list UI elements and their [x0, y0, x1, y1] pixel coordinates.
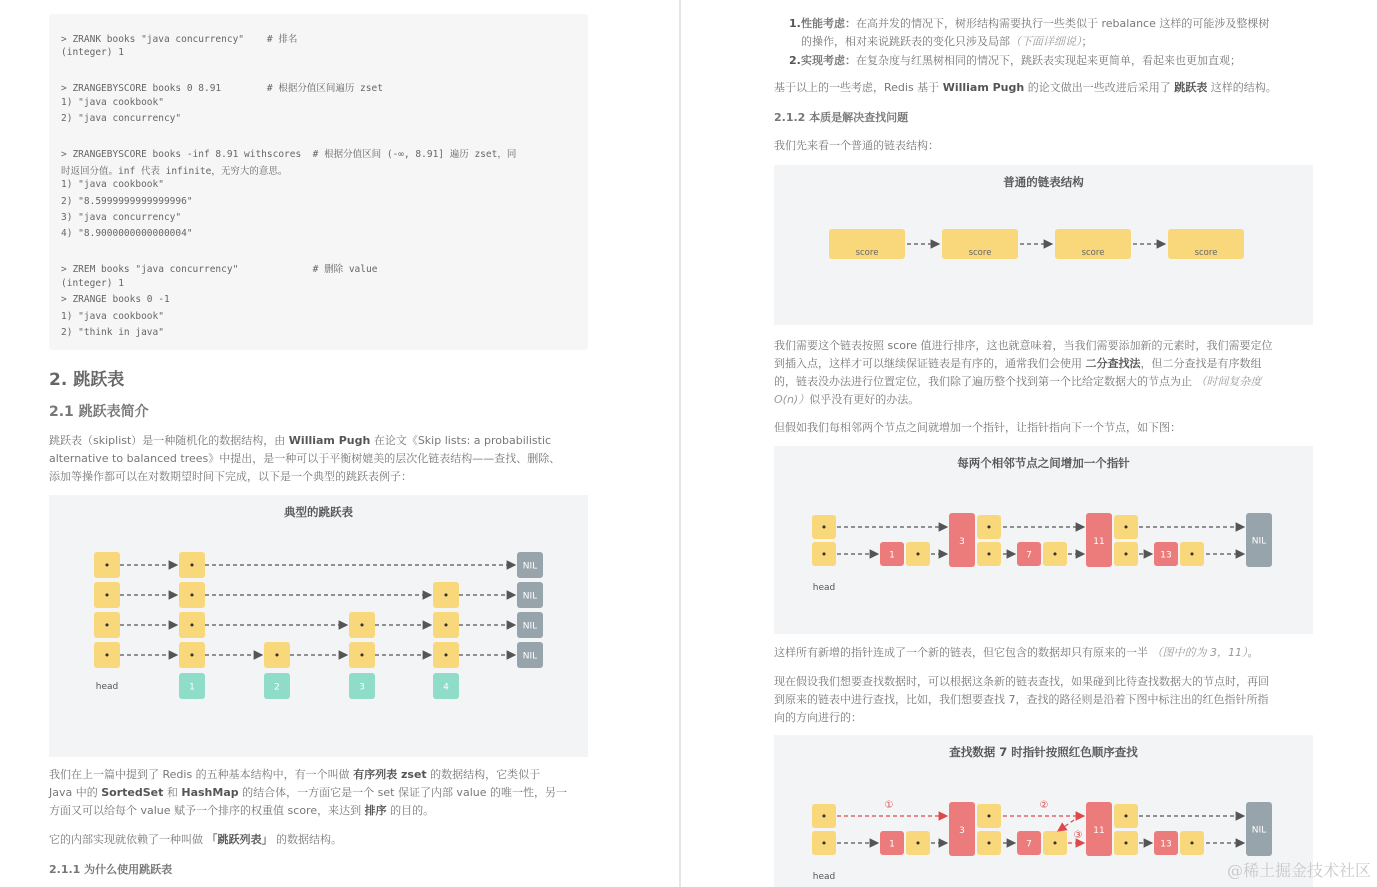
pointer-dot: •	[820, 837, 828, 850]
key-label: 3	[959, 826, 965, 836]
key-node-label: 3	[359, 682, 365, 693]
code-line: 时返回分值。inf 代表 infinite，无穷大的意思。	[61, 165, 288, 177]
impl-paragraph: 它的内部实现就依赖了一种叫做 「跳跃列表」 的数据结构。	[49, 833, 342, 846]
pointer-dot: •	[188, 619, 196, 632]
half-paragraph: 这样所有新增的指针连成了一个新的链表，但它包含的数据却只有原来的一半 （图中的为 3，11）。	[774, 646, 1259, 659]
nil-node-label: NIL	[1251, 825, 1267, 836]
subsection-heading: 2.1 跳跃表简介	[49, 404, 149, 420]
intro-paragraph: 跳跃表（skiplist）是一种随机化的数据结构，由 William Pugh 在论文《Skip lists: a probabilistic alternative to balanced trees》中提出，是一种可以于平衡树媲美的层次化链表结构——查找、删除、 添加等操作都可以在对数期望时间下完成，以下是一个典型的跳跃表例子：	[49, 434, 561, 483]
pointer-dot: •	[358, 619, 366, 632]
pointer-dot: •	[103, 619, 111, 632]
pointer-dot: •	[820, 810, 828, 823]
pointer-dot: •	[188, 559, 196, 572]
pointer-dot: •	[273, 649, 281, 662]
pointer-dot: •	[188, 649, 196, 662]
head-label: head	[812, 872, 836, 882]
nil-node-label: NIL	[522, 651, 538, 662]
node-score: score	[968, 248, 992, 258]
key-node-label: 13	[1160, 839, 1172, 850]
zset-paragraph: 我们在上一篇中提到了 Redis 的五种基本结构中，有一个叫做 有序列表 zset 的数据结构，它类似于 Java 中的 SortedSet 和 HashMap 的结合体，一方面它是一个 set 保证了内部 value 的唯一性，另一 方面又可以给每个 value 赋予一个排序的权重值 score，来达到 排序 的目的。	[49, 768, 567, 817]
nil-node-label: NIL	[522, 591, 538, 602]
pointer-dot: •	[1051, 837, 1059, 850]
key-node-label: 1	[889, 839, 895, 850]
node-score: score	[855, 248, 879, 258]
figure-title: 典型的跳跃表	[284, 505, 353, 519]
figure-title: 每两个相邻节点之间增加一个指针	[957, 456, 1130, 470]
nil-node-label: NIL	[522, 561, 538, 572]
key-node-label: 7	[1026, 839, 1032, 850]
nil-node-label: NIL	[1251, 536, 1267, 547]
linked-list-figure	[774, 165, 1313, 325]
pointer-dot: •	[1051, 548, 1059, 561]
figure-title: 查找数据 7 时指针按照红色顺序查找	[949, 745, 1138, 759]
skiplist-diagram	[49, 495, 588, 757]
key-node-label: 7	[1026, 550, 1032, 561]
pointer-dot: •	[820, 521, 828, 534]
linked-list-diagram	[774, 165, 1313, 325]
code-line: 1) "java cookbook"	[61, 179, 164, 191]
pointer-dot: •	[985, 810, 993, 823]
key-label: 3	[959, 537, 965, 547]
code-block	[49, 14, 588, 350]
pointer-dot: •	[914, 837, 922, 850]
code-line: 2) "8.5999999999999996"	[61, 195, 193, 207]
key-node-label: 2	[274, 682, 280, 693]
code-line: 1) "java cookbook"	[61, 310, 164, 322]
pointer-dot: •	[442, 649, 450, 662]
pointer-dot: •	[985, 548, 993, 561]
pointer-dot: •	[985, 837, 993, 850]
page-divider	[679, 0, 681, 887]
node-score: score	[1081, 248, 1105, 258]
pointer-dot: •	[442, 619, 450, 632]
step-marker: ②	[1039, 800, 1049, 811]
head-label: head	[812, 583, 836, 593]
key-node-label: 1	[189, 682, 195, 693]
pointer-dot: •	[103, 649, 111, 662]
pointer-dot: •	[358, 649, 366, 662]
node-score: score	[1194, 248, 1218, 258]
why-heading: 2.1.1 为什么使用跳跃表	[49, 863, 173, 876]
code-line: 2) "java concurrency"	[61, 113, 182, 125]
pointer-dot: •	[985, 521, 993, 534]
code-line: 4) "8.9000000000000004"	[61, 228, 193, 240]
step-marker: ③	[1073, 830, 1083, 841]
key-node-label: 1	[889, 550, 895, 561]
pointer-dot: •	[1122, 810, 1130, 823]
key-node-label: 13	[1160, 550, 1172, 561]
two-level-figure	[774, 446, 1313, 634]
code-line: > ZRANK books "java concurrency" # 排名	[61, 34, 298, 45]
code-line: > ZRANGEBYSCORE books -inf 8.91 withscores # 根据分值区间 (-∞, 8.91] 遍历 zset，同	[61, 149, 517, 161]
pointer-dot: •	[914, 548, 922, 561]
key-label: 11	[1093, 537, 1105, 547]
code-line: > ZRANGEBYSCORE books 0 8.91 # 根据分值区间遍历 zset	[61, 83, 383, 95]
pointer-dot: •	[820, 548, 828, 561]
two-level-diagram	[774, 446, 1313, 634]
nil-node-label: NIL	[522, 621, 538, 632]
skiplist-figure	[49, 495, 588, 757]
pointer-dot: •	[1122, 548, 1130, 561]
pointer-arrow	[1058, 820, 1074, 831]
linked-list-intro: 我们先来看一个普通的链表结构：	[774, 139, 939, 152]
sort-paragraph: 我们需要这个链表按照 score 值进行排序，这也就意味着，当我们需要添加新的元素时，我们需要定位 到插入点，这样才可以继续保证链表是有序的，通常我们会使用 二分查找法，但二分查找是有序数组 的，链表没办法进行位置定位，我们除了遍历整个找到第一个比给定数据大的节点为止 （时间复杂度 O(n)）似乎没有更好的办法。	[774, 339, 1273, 406]
list-item-implementation: 2. 实现考虑：在复杂度与红黑树相同的情况下，跳跃表实现起来更简单，看起来也更加直观；	[789, 54, 1241, 67]
head-label: head	[95, 682, 119, 692]
watermark: @稀土掘金技术社区	[1226, 861, 1371, 880]
step-marker: ①	[884, 800, 894, 811]
pointer-dot: •	[1188, 548, 1196, 561]
code-line: 2) "think in java"	[61, 327, 164, 339]
code-line: > ZREM books "java concurrency" # 删除 value	[61, 264, 378, 276]
pointer-dot: •	[103, 559, 111, 572]
pointer-dot: •	[1122, 837, 1130, 850]
pointer-paragraph: 但假如我们每相邻两个节点之间就增加一个指针，让指针指向下一个节点，如下图：	[774, 421, 1181, 434]
pointer-dot: •	[1188, 837, 1196, 850]
figure-title: 普通的链表结构	[1003, 175, 1084, 189]
pointer-dot: •	[1122, 521, 1130, 534]
right-page	[685, 0, 1377, 887]
key-label: 11	[1093, 826, 1105, 836]
code-line: (integer) 1	[61, 277, 124, 289]
key-node-label: 4	[443, 682, 449, 693]
pointer-dot: •	[188, 589, 196, 602]
search-paragraph: 现在假设我们想要查找数据时，可以根据这条新的链表查找，如果碰到比待查找数据大的节点时，再回 到原来的链表中进行查找，比如，我们想要查找 7，查找的路径则是沿着下图中标注出的红色指针所指 向的方向进行的：	[774, 675, 1269, 724]
code-line: (integer) 1	[61, 47, 124, 59]
pointer-dot: •	[103, 589, 111, 602]
pointer-dot: •	[442, 589, 450, 602]
code-line: > ZRANGE books 0 -1	[61, 294, 170, 306]
list-item-performance: 1. 性能考虑：在高并发的情况下，树形结构需要执行一些类似于 rebalance 这样的可能涉及整棵树 的操作，相对来说跳跃表的变化只涉及局部（下面详细说）；	[789, 17, 1270, 48]
code-line: 3) "java concurrency"	[61, 211, 182, 223]
redis-paragraph: 基于以上的一些考虑，Redis 基于 William Pugh 的论文做出一些改进后采用了 跳跃表 这样的结构。	[774, 81, 1277, 94]
left-page	[0, 0, 675, 887]
code-line: 1) "java cookbook"	[61, 96, 164, 108]
essence-heading: 2.1.2 本质是解决查找问题	[774, 111, 909, 124]
section-heading: 2. 跳跃表	[49, 370, 125, 390]
